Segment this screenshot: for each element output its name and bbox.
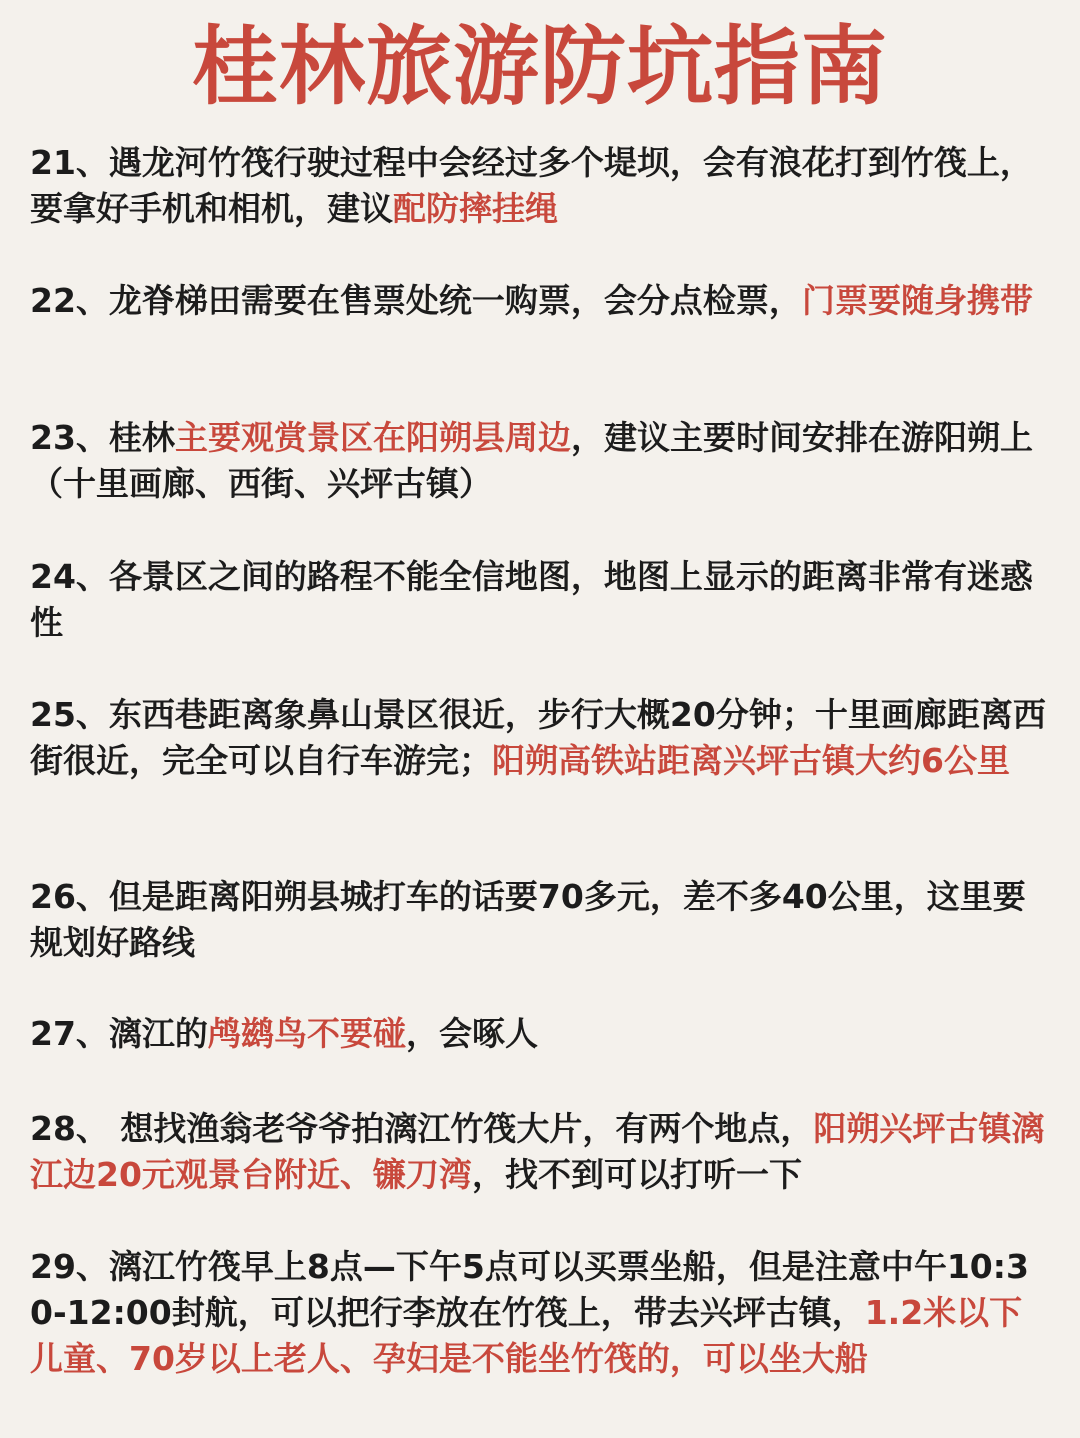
tip-highlight-text: 阳朔高铁站距离兴坪古镇大约6公里 bbox=[492, 741, 1010, 780]
tip-text: 22、龙脊梯田需要在售票处统一购票，会分点检票， bbox=[30, 281, 802, 320]
tip-text: ，找不到可以打听一下 bbox=[471, 1155, 802, 1194]
tip-item bbox=[30, 140, 1050, 232]
tip-item bbox=[30, 415, 1050, 507]
tip-item bbox=[30, 1106, 1050, 1198]
tip-item bbox=[30, 874, 1050, 966]
tip-item bbox=[30, 1011, 1050, 1057]
tip-text: 28、 想找渔翁老爷爷拍漓江竹筏大片，有两个地点， bbox=[30, 1109, 814, 1148]
tip-text: 24、各景区之间的路程不能全信地图，地图上显示的距离非常有迷惑性 bbox=[30, 557, 1033, 642]
tip-text: 21、遇龙河竹筏行驶过程中会经过多个堤坝，会有浪花打到竹筏上，要拿好手机和相机，建议 bbox=[30, 143, 1033, 228]
tip-highlight-text: 配防摔挂绳 bbox=[393, 189, 558, 228]
tip-highlight-text: 主要观赏景区在阳朔县周边 bbox=[174, 418, 571, 457]
tip-item bbox=[30, 692, 1050, 784]
tip-text: ，会啄人 bbox=[405, 1014, 538, 1053]
tip-text: ，建议主要时间安排在游阳朔上（十里画廊、西街、兴坪古镇） bbox=[30, 418, 1033, 503]
tip-item bbox=[30, 1244, 1050, 1382]
tip-text: 29、漓江竹筏早上8点—下午5点可以买票坐船，但是注意中午10:30-12:00封航，可以把行李放在竹筏上，带去兴坪古镇， bbox=[30, 1247, 1029, 1332]
tip-highlight-text: 阳朔兴坪古镇漓江边20元观景台附近、镰刀湾 bbox=[30, 1109, 1045, 1194]
tip-text: 25、东西巷距离象鼻山景区很近，步行大概20分钟；十里画廊距离西街很近，完全可以自行车游完； bbox=[30, 695, 1046, 780]
tip-text: 23、桂林 bbox=[30, 418, 175, 457]
tip-text: 27、漓江的 bbox=[30, 1014, 208, 1053]
page-title: 桂林旅游防坑指南 bbox=[192, 17, 888, 117]
tip-item bbox=[30, 554, 1050, 646]
tip-highlight-text: 门票要随身携带 bbox=[801, 281, 1033, 320]
tip-highlight-text: 1.2米以下儿童、70岁以上老人、孕妇是不能坐竹筏的，可以坐大船 bbox=[30, 1293, 1023, 1378]
tip-text: 26、但是距离阳朔县城打车的话要70多元，差不多40公里，这里要规划好路线 bbox=[30, 877, 1026, 962]
tip-item bbox=[30, 278, 1050, 324]
tip-highlight-text: 鸬鹚鸟不要碰 bbox=[207, 1014, 406, 1053]
